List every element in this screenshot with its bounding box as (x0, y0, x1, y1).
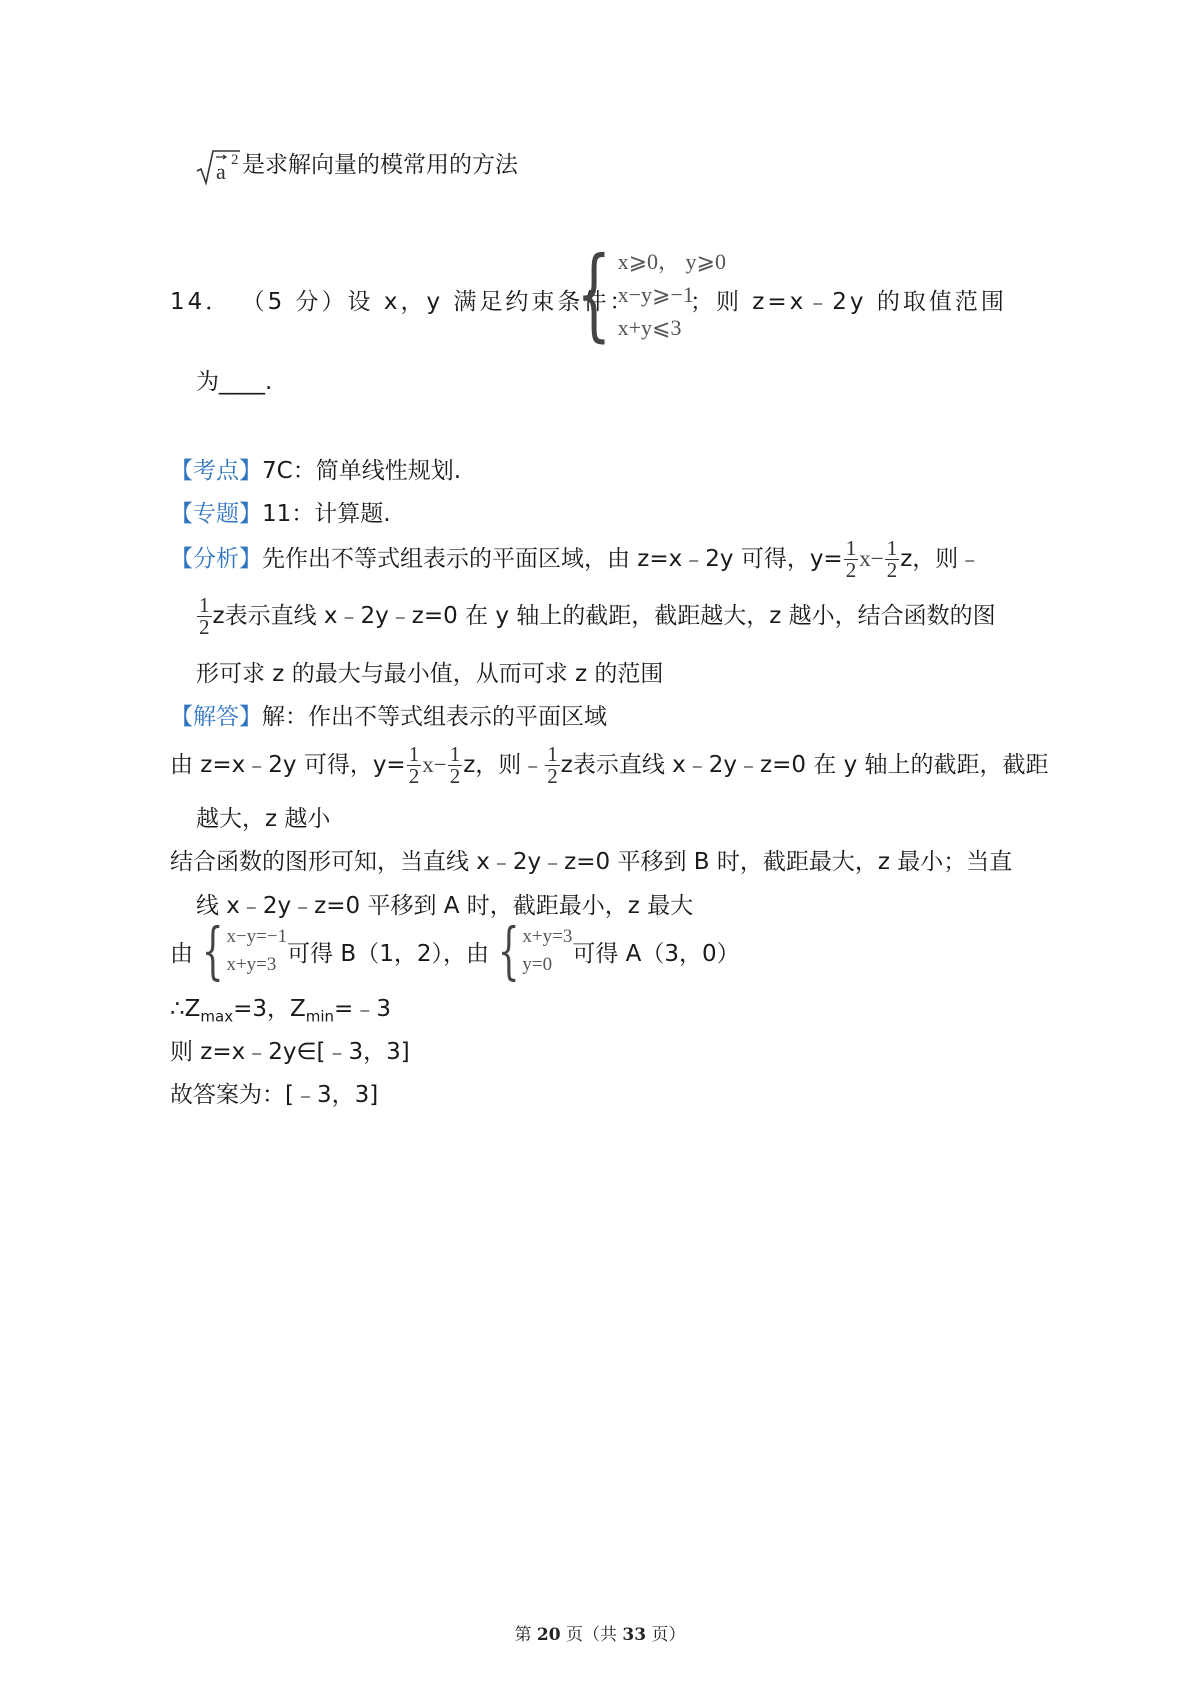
q14-prefix: （5 分）设 x，y 满足约束条件： (241, 289, 636, 315)
jieda-line4: 结合函数的图形可知，当直线 x﹣2y﹣z=0 平移到 B 时，截距最大，z 最小；当直 (170, 849, 1013, 875)
left-brace-icon: { (576, 235, 612, 352)
fenxi-tag: 【分析】 (170, 546, 262, 572)
page-number: 20 (536, 1625, 561, 1645)
constraint-2: x−y⩾−1 (617, 281, 694, 307)
fenxi-line2: $\frac{1}{2}$ z表示直线 x﹣2y﹣z=0 在 y 轴上的截距，截距越大，z 越小，结合函数的图 (199, 593, 996, 639)
jieda-line6: 由 { x−y=−1 x+y=3 可得 B（1，2），由 { x+y=3 y=0 可得 A（3，0） (170, 914, 740, 987)
top-line-text: 是求解向量的模常用的方法 (242, 152, 518, 178)
fraction-half: $\frac{1}{2}$ (408, 742, 420, 788)
fraction-half: $\frac{1}{2}$ (199, 593, 210, 639)
system-A: { x+y=3 y=0 (497, 914, 573, 987)
jieda-line8: 则 z=x﹣2y∈[﹣3，3] (170, 1039, 410, 1065)
jieda-tag: 【解答】 (170, 704, 262, 730)
constraint-3: x+y⩽3 (617, 314, 682, 340)
fenxi-line1: 【分析】先作出不等式组表示的平面区域，由 z=x﹣2y 可得，y= $\frac{1}{2}$ x− $\frac{1}{2}$ z，则﹣ (170, 536, 982, 582)
kaodian-text: 7C：简单线性规划. (262, 458, 462, 484)
left-brace-icon: { (201, 914, 224, 987)
fraction-half: $\frac{1}{2}$ (886, 536, 898, 582)
q14-line2: 为____. (196, 369, 273, 395)
zhuanti-tag: 【专题】 (170, 501, 262, 527)
sqrt-a-squared (196, 147, 242, 187)
top-line (196, 146, 518, 187)
jieda-line1: 【解答】解：作出不等式组表示的平面区域 (170, 704, 607, 730)
jieda-line3: 越大，z 越小 (196, 806, 331, 832)
fenxi-line3: 形可求 z 的最大与最小值，从而可求 z 的范围 (196, 661, 664, 687)
jieda-line7: $\therefore Z_{max}=3$，$Z_{min}=﹣3$ (170, 996, 391, 1026)
q14-number: 14． (170, 289, 232, 315)
page-total: 33 (622, 1625, 647, 1645)
svg-text:2: 2 (231, 151, 239, 168)
jieda-line2: 由 z=x﹣2y 可得，y= $\frac{1}{2}$ x− $\frac{1}{2}$ z，则﹣ $\frac{1}{2}$ z表示直线 x﹣2y﹣z=0 在 y 轴上的截距，截距 (170, 742, 1049, 788)
zhuanti-line (170, 495, 391, 528)
constraint-1: x⩾0， y⩾0 (617, 248, 726, 274)
zhuanti-text: 11：计算题. (262, 501, 391, 527)
jieda-line9: 故答案为：[﹣3，3] (170, 1082, 379, 1108)
q14-suffix: ；则 z=x﹣2y 的取值范围 (690, 289, 1007, 315)
fraction-half: $\frac{1}{2}$ (449, 742, 461, 788)
svg-text:a: a (216, 158, 226, 184)
left-brace-icon: { (497, 914, 520, 987)
jieda-line5: 线 x﹣2y﹣z=0 平移到 A 时，截距最小，z 最大 (196, 893, 694, 919)
sqrt-icon (196, 147, 242, 187)
page-footer: 第 20 页（共 33 页） (514, 1625, 686, 1645)
system-B: { x−y=−1 x+y=3 (201, 914, 288, 987)
kaodian-line (170, 452, 461, 485)
fraction-half: $\frac{1}{2}$ (547, 742, 558, 788)
kaodian-tag: 【考点】 (170, 458, 262, 484)
fraction-half: $\frac{1}{2}$ (845, 536, 857, 582)
